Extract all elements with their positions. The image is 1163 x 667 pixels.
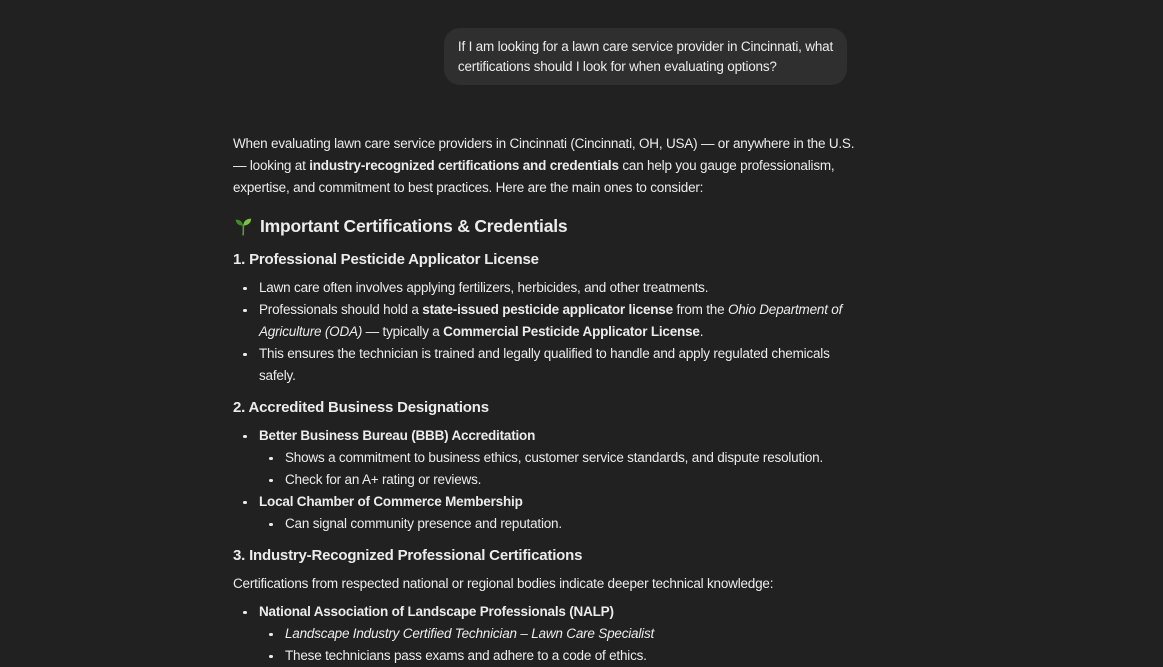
section-3-heading: 3. Industry-Recognized Professional Certifications <box>233 547 583 564</box>
list-item-label: Local Chamber of Commerce Membership <box>259 494 523 509</box>
sub-list <box>259 513 847 535</box>
sub-list <box>259 623 847 667</box>
section-2-heading: 2. Accredited Business Designations <box>233 399 489 416</box>
list-item: Lawn care often involves applying fertilizers, herbicides, and other treatments. <box>259 277 847 299</box>
main-heading <box>233 213 847 239</box>
list-item <box>259 425 847 491</box>
sub-list-item: Can signal community presence and reputation. <box>285 513 847 535</box>
seedling-icon <box>233 216 254 237</box>
main-heading-text: Important Certifications & Credentials <box>260 216 568 236</box>
list-item: This ensures the technician is trained and legally qualified to handle and apply regulated chemicals safely. <box>259 343 847 387</box>
intro-paragraph: When evaluating lawn care service providers in Cincinnati (Cincinnati, OH, USA) — or anywhere in the U.S. — looking at industry-recognized certifications and credentials can help you gauge professionalism, expertise, and commitment to best practices. Here are the main ones to consider: <box>233 136 855 195</box>
sub-list-item: Shows a commitment to business ethics, customer service standards, and dispute resolution. <box>285 447 847 469</box>
sub-list-item: Check for an A+ rating or reviews. <box>285 469 847 491</box>
section-2-list <box>233 425 847 535</box>
assistant-message <box>233 133 855 667</box>
sub-list-item: Landscape Industry Certified Technician – Lawn Care Specialist <box>285 623 847 645</box>
list-item: Professionals should hold a state-issued pesticide applicator license from the Ohio Department of Agriculture (ODA) — typically a Commercial Pesticide Applicator License. <box>259 299 847 343</box>
section-3-list <box>233 601 847 667</box>
sub-list-item: These technicians pass exams and adhere to a code of ethics. <box>285 645 847 667</box>
section-1-list <box>233 277 847 387</box>
user-message-row <box>233 0 847 85</box>
list-item <box>259 491 847 535</box>
sub-list <box>259 447 847 491</box>
list-item-label: Better Business Bureau (BBB) Accreditation <box>259 428 536 443</box>
list-item <box>259 601 847 667</box>
list-item-label: National Association of Landscape Professionals (NALP) <box>259 604 614 619</box>
section-1-heading: 1. Professional Pesticide Applicator License <box>233 251 539 268</box>
chat-conversation-column <box>233 0 855 667</box>
user-message-bubble: If I am looking for a lawn care service provider in Cincinnati, what certifications should I look for when evaluating options? <box>444 28 847 85</box>
section-3-lead: Certifications from respected national or regional bodies indicate deeper technical knowledge: <box>233 576 774 591</box>
